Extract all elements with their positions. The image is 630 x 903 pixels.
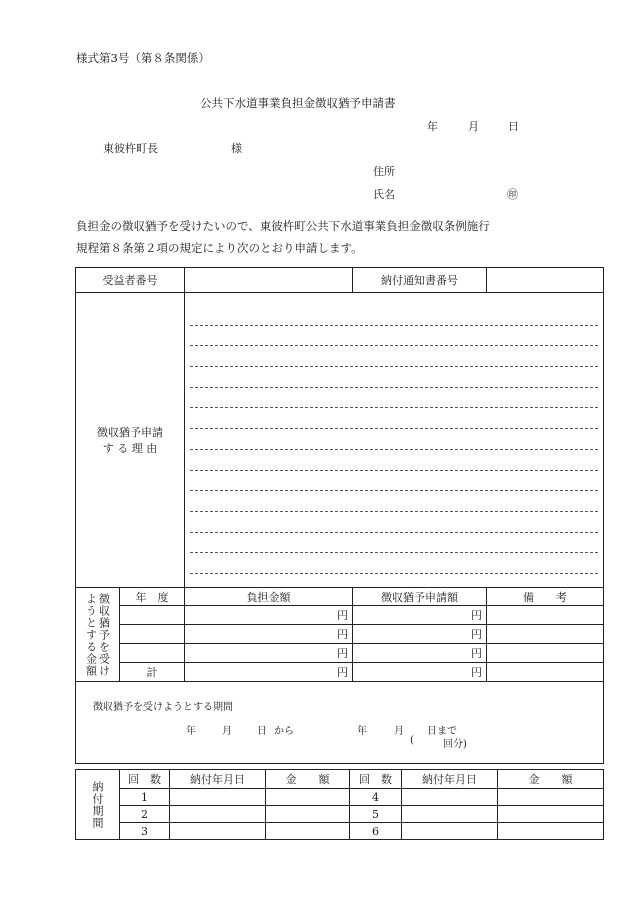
deferral-amount-field[interactable]: 円: [353, 625, 487, 644]
name-label: 氏名: [373, 188, 395, 201]
payment-amount-field[interactable]: [498, 806, 604, 823]
period-cell: [76, 682, 604, 764]
form-number: 様式第3号（第８条関係）: [76, 51, 210, 65]
beneficiary-no-field[interactable]: [185, 268, 353, 293]
payment-header-count-2: 回 数: [350, 770, 402, 789]
reason-dotted-lines: [185, 293, 603, 574]
period-from-day: 日: [257, 726, 267, 737]
amount-year-field[interactable]: [120, 606, 185, 625]
payment-amount-field[interactable]: [266, 806, 350, 823]
remarks-total-field[interactable]: [487, 663, 604, 682]
payment-header-count: 回 数: [120, 770, 170, 789]
date-year-label: 年: [427, 120, 438, 133]
amount-header-charge: 負担金額: [185, 588, 353, 606]
amount-row: [76, 625, 604, 644]
body-text-line-2: 規程第８条第２項の規定により次のとおり申請します。: [76, 241, 363, 255]
reason-label-line-2: す る 理 由: [102, 442, 158, 455]
payment-section-label: 納付期間: [91, 780, 104, 829]
deferral-amount-field[interactable]: 円: [353, 606, 487, 625]
payment-amount-field[interactable]: [266, 823, 350, 840]
dotted-line: [190, 346, 598, 367]
body-text-line-1: 負担金の徴収猶予を受けたいので、東彼杵町公共下水道事業負担金徴収条例施行: [76, 219, 490, 233]
payment-date-field[interactable]: [170, 806, 266, 823]
remarks-field[interactable]: [487, 625, 604, 644]
amount-section-label: 徴収猶予を受けようとする金額: [84, 592, 111, 677]
installment-number: 1: [120, 789, 170, 806]
charge-amount-field[interactable]: 円: [185, 625, 353, 644]
period-to-year: 年: [357, 726, 367, 737]
deferral-amount-field[interactable]: 円: [353, 644, 487, 663]
charge-total-field[interactable]: 円: [185, 663, 353, 682]
dotted-line: [190, 553, 598, 574]
amount-header-row: [76, 588, 604, 606]
payment-amount-field[interactable]: [498, 789, 604, 806]
dotted-line: [190, 429, 598, 450]
amount-header-year: 年 度: [120, 588, 185, 606]
payment-amount-field[interactable]: [498, 823, 604, 840]
beneficiary-no-label: 受益者番号: [76, 268, 185, 293]
period-to-until: 日まで: [427, 726, 457, 737]
payment-row: [76, 789, 604, 806]
installments-open-paren: (: [410, 735, 414, 746]
remarks-field[interactable]: [487, 644, 604, 663]
dotted-line: [190, 533, 598, 554]
amount-year-field[interactable]: [120, 644, 185, 663]
payment-amount-field[interactable]: [266, 789, 350, 806]
payment-date-field[interactable]: [170, 823, 266, 840]
payment-header-row: [76, 770, 604, 789]
installment-number: 5: [350, 806, 402, 823]
page-title: 公共下水道事業負担金徴収猶予申請書: [200, 96, 396, 110]
charge-amount-field[interactable]: 円: [185, 606, 353, 625]
amount-row: [76, 606, 604, 625]
payment-row: [76, 806, 604, 823]
reason-label-cell: [76, 293, 185, 588]
deferral-total-field[interactable]: 円: [353, 663, 487, 682]
payment-row: [76, 823, 604, 840]
period-to-month: 月: [394, 726, 404, 737]
dotted-line: [190, 305, 598, 326]
dotted-line: [190, 408, 598, 429]
charge-amount-field[interactable]: 円: [185, 644, 353, 663]
payment-date-field[interactable]: [402, 789, 498, 806]
period-row: [76, 682, 604, 764]
dotted-line: [190, 367, 598, 388]
payment-schedule-table: [75, 769, 604, 840]
payment-date-field[interactable]: [402, 806, 498, 823]
notice-no-label: 納付通知書番号: [353, 268, 487, 293]
amount-year-field[interactable]: [120, 625, 185, 644]
installment-number: 4: [350, 789, 402, 806]
installment-number: 3: [120, 823, 170, 840]
period-label: 徴収猶予を受けようとする期間: [93, 702, 233, 713]
payment-header-date: 納付年月日: [170, 770, 266, 789]
payment-section-label-cell: [76, 770, 120, 840]
application-table: [75, 267, 604, 764]
dotted-line: [190, 388, 598, 409]
addressee-mayor: 東彼杵町長: [103, 142, 158, 155]
payment-date-field[interactable]: [170, 789, 266, 806]
date-day-label: 日: [508, 120, 519, 133]
amount-total-row: [76, 663, 604, 682]
total-label: 計: [120, 663, 185, 682]
beneficiary-row: [76, 268, 604, 293]
amount-section-label-cell: [76, 588, 120, 682]
payment-date-field[interactable]: [402, 823, 498, 840]
date-month-label: 月: [468, 120, 479, 133]
installment-number: 2: [120, 806, 170, 823]
period-from-month: 月: [222, 726, 232, 737]
payment-header-amount: 金 額: [266, 770, 350, 789]
amount-header-remarks: 備 考: [487, 588, 604, 606]
address-label: 住所: [373, 165, 395, 178]
period-from-year: 年: [186, 726, 196, 737]
notice-no-field[interactable]: [487, 268, 604, 293]
seal-mark: ㊞: [507, 188, 518, 201]
dotted-line: [190, 326, 598, 347]
amount-row: [76, 644, 604, 663]
payment-header-amount-2: 金 額: [498, 770, 604, 789]
reason-field[interactable]: [185, 293, 604, 588]
installments-label: 回分): [443, 739, 467, 750]
reason-row: [76, 293, 604, 588]
amount-header-deferral: 徴収猶予申請額: [353, 588, 487, 606]
dotted-line: [190, 450, 598, 471]
reason-label-line-1: 徴収猶予申請: [97, 426, 163, 439]
period-from-word: から: [274, 726, 294, 737]
dotted-line: [190, 471, 598, 492]
payment-header-date-2: 納付年月日: [402, 770, 498, 789]
dotted-line: [190, 491, 598, 512]
dotted-line: [190, 512, 598, 533]
remarks-field[interactable]: [487, 606, 604, 625]
addressee-honorific: 様: [231, 142, 242, 155]
installment-number: 6: [350, 823, 402, 840]
